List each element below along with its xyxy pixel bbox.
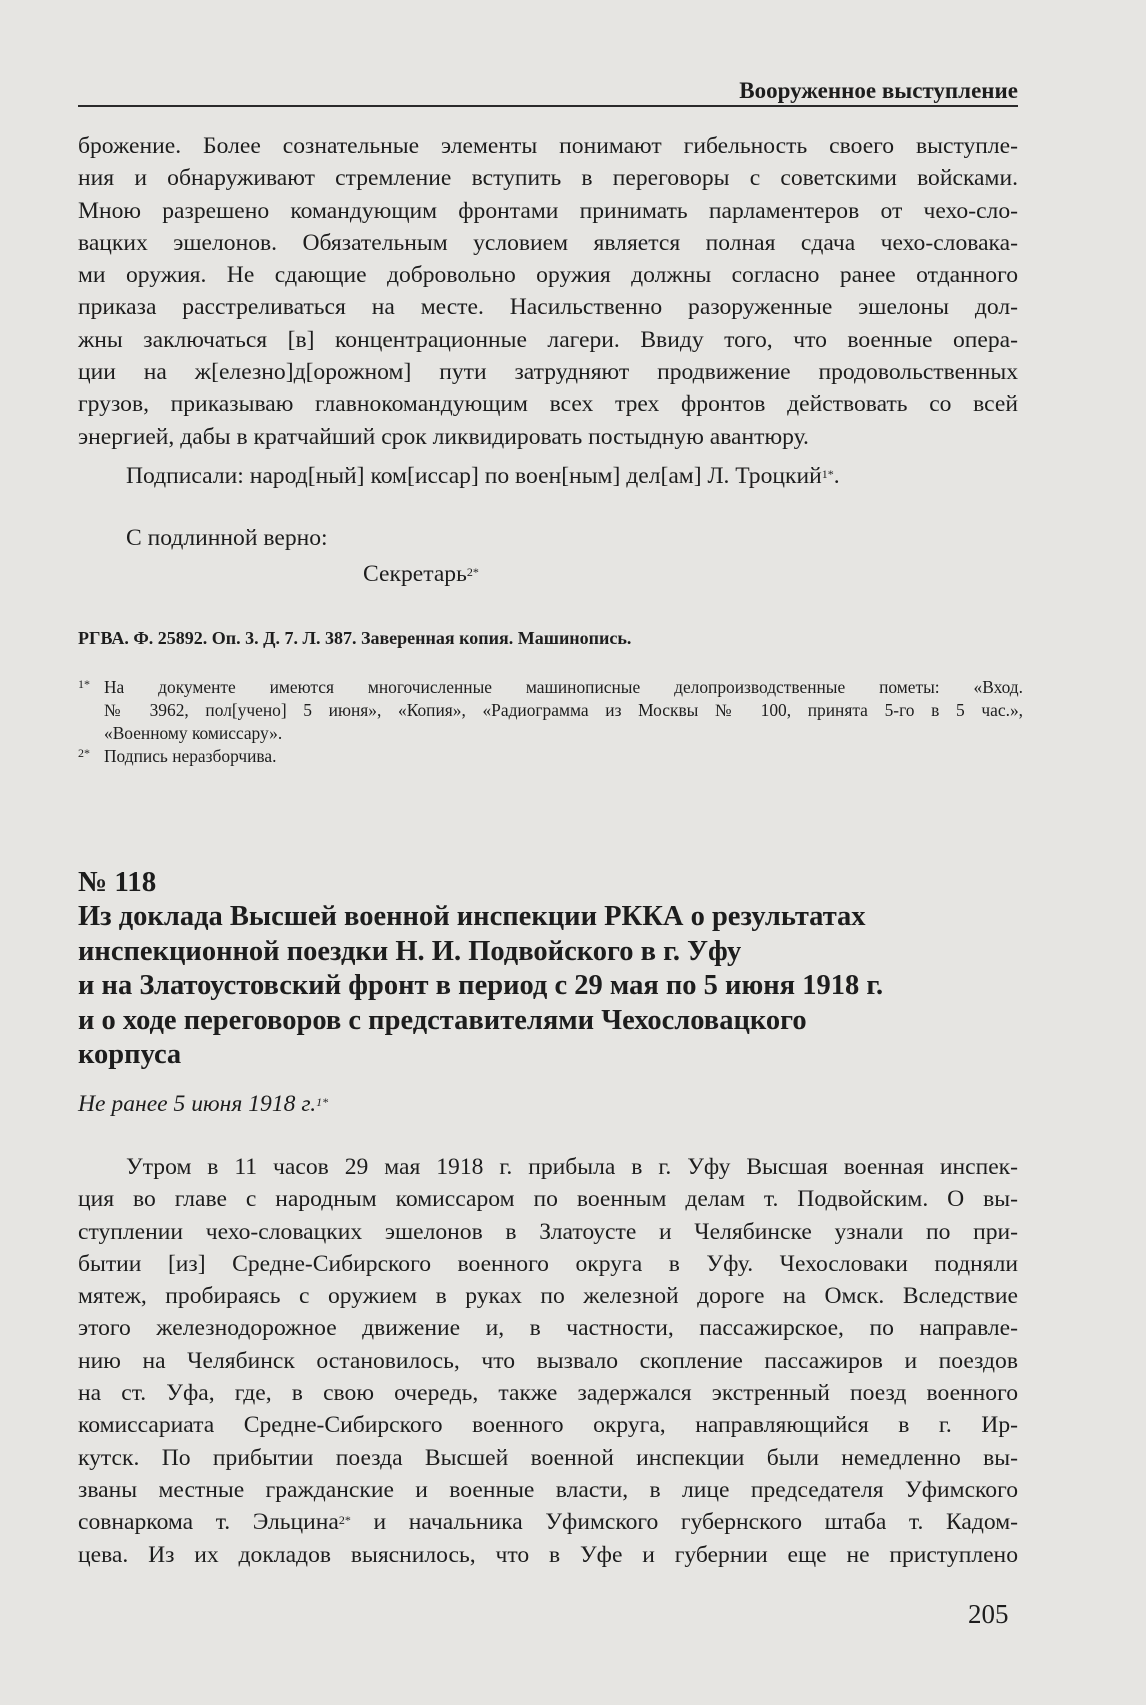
signature-line <box>126 460 840 492</box>
footnote-mark: 2* <box>78 746 90 760</box>
archive-reference: РГВА. Ф. 25892. Оп. 3. Д. 7. Л. 387. Заверенная копия. Машинопись. <box>78 628 632 648</box>
text-line: приказа расстреливаться на месте. Насильственно разоруженные эшелоны дол- <box>78 294 1018 321</box>
text-line: ми оружия. Не сдающие добровольно оружия должны согласно ранее отданного <box>78 262 1018 289</box>
document-title <box>78 900 1028 1073</box>
title-line: корпуса <box>78 1039 182 1070</box>
text-line: на ст. Уфа, где, в свою очередь, также задержался экстренный поезд военного <box>78 1380 1018 1407</box>
text-line: ступлении чехо-словацких эшелонов в Златоусте и Челябинске узнали по при- <box>78 1218 1018 1245</box>
title-line: инспекционной поездки Н. И. Подвойского в г. Уфу <box>78 935 742 967</box>
footnote-mark: 1* <box>316 1095 329 1109</box>
text-line: вацких эшелонов. Обязательным условием является полная сдача чехо-словака- <box>78 229 1018 256</box>
text-fragment: и начальника Уфимского губернского штаба т. Кадом- <box>350 1509 1018 1536</box>
text-line: ция во главе с народным комиссаром по военным делам т. Подвойским. О вы- <box>78 1186 1018 1213</box>
title-line: Из доклада Высшей военной инспекции РККА о результатах <box>78 901 866 932</box>
signature-text: Подписали: народ[ный] ком[иссар] по воен[ным] дел[ам] Л. Троцкий <box>126 463 822 489</box>
signature-end: . <box>833 463 840 489</box>
text-line: Утром в 11 часов 29 мая 1918 г. прибыла в г. Уфу Высшая военная инспек- <box>126 1154 1018 1180</box>
footnote-line: Подпись неразборчива. <box>104 746 277 766</box>
footnote-line: № 3962, пол[учено] 5 июня», «Копия», «Радиограмма из Москвы № 100, принята 5-го в 5 час.», <box>104 700 1023 720</box>
footnotes <box>78 676 1023 768</box>
text-line: грузов, приказываю главнокомандующим всех трех фронтов действовать со всей <box>78 391 1018 418</box>
text-line: ции на ж[елезно]д[орожном] пути затрудняют продвижение продовольственных <box>78 359 1018 386</box>
text-line: мятеж, пробираясь с оружием в руках по железной дороге на Омск. Вследствие <box>78 1283 1018 1310</box>
text-line: жны заключаться [в] концентрационные лагери. Ввиду того, что военные опера- <box>78 326 1018 353</box>
text-line: кутск. По прибытии поезда Высшей военной инспекции были немедленно вы- <box>78 1444 1018 1471</box>
text-line: нию на Челябинск остановилось, что вызвало скопление пассажиров и поездов <box>78 1347 1018 1374</box>
text-line: бытии [из] Средне-Сибирского военного округа в Уфу. Чехословаки подняли <box>78 1250 1018 1277</box>
page-number: 205 <box>968 1599 1009 1629</box>
document-number: № 118 <box>78 866 157 898</box>
top-paragraph <box>78 130 1018 453</box>
title-line: и на Златоустовский фронт в период с 29 мая по 5 июня 1918 г. <box>78 970 884 1001</box>
text-line: цева. Из их докладов выяснилось, что в Уфе и губернии еще не приступлено <box>78 1541 1018 1568</box>
footnote-line: «Военному комиссару». <box>104 723 283 743</box>
secretary-label: Секретарь <box>363 561 467 587</box>
running-header: Вооруженное выступление <box>739 78 1018 103</box>
footnote-mark: 1* <box>78 677 90 691</box>
footnote-mark: 2* <box>466 565 479 579</box>
text-line: энергией, дабы в кратчайший срок ликвидировать постыдную авантюру. <box>78 423 809 450</box>
document-date <box>78 1088 328 1120</box>
footnote <box>78 745 1023 768</box>
footnote-mark: 2* <box>338 1513 351 1528</box>
footnote-line: На документе имеются многочисленные машинописные делопроизводственные пометы: «Вход. <box>104 677 1023 697</box>
text-line: ния и обнаруживают стремление вступить в переговоры с советскими войсками. <box>78 165 1018 192</box>
date-text: Не ранее 5 июня 1918 г. <box>78 1091 317 1117</box>
text-fragment: совнаркома т. Эльцина <box>78 1509 339 1536</box>
footnote-mark: 1* <box>821 467 834 481</box>
title-line: и о ходе переговоров с представителями Чехословацкого <box>78 1004 807 1036</box>
certified-copy-note: С подлинной верно: <box>126 525 328 551</box>
text-line: этого железнодорожное движение и, в частности, пассажирское, по направле- <box>78 1315 1018 1342</box>
main-paragraph <box>78 1151 1018 1571</box>
footnote <box>78 676 1023 745</box>
secretary-signature <box>363 558 479 590</box>
text-line: брожение. Более сознательные элементы понимают гибельность своего выступле- <box>78 133 1018 159</box>
text-line: званы местные гражданские и военные власти, в лице председателя Уфимского <box>78 1476 1018 1503</box>
text-line: Мною разрешено командующим фронтами принимать парламентеров от чехо-сло- <box>78 197 1018 224</box>
text-line: комиссариата Средне-Сибирского военного округа, направляющийся в г. Ир- <box>78 1412 1018 1439</box>
text-line <box>78 1506 1018 1538</box>
header-rule <box>78 105 1018 107</box>
